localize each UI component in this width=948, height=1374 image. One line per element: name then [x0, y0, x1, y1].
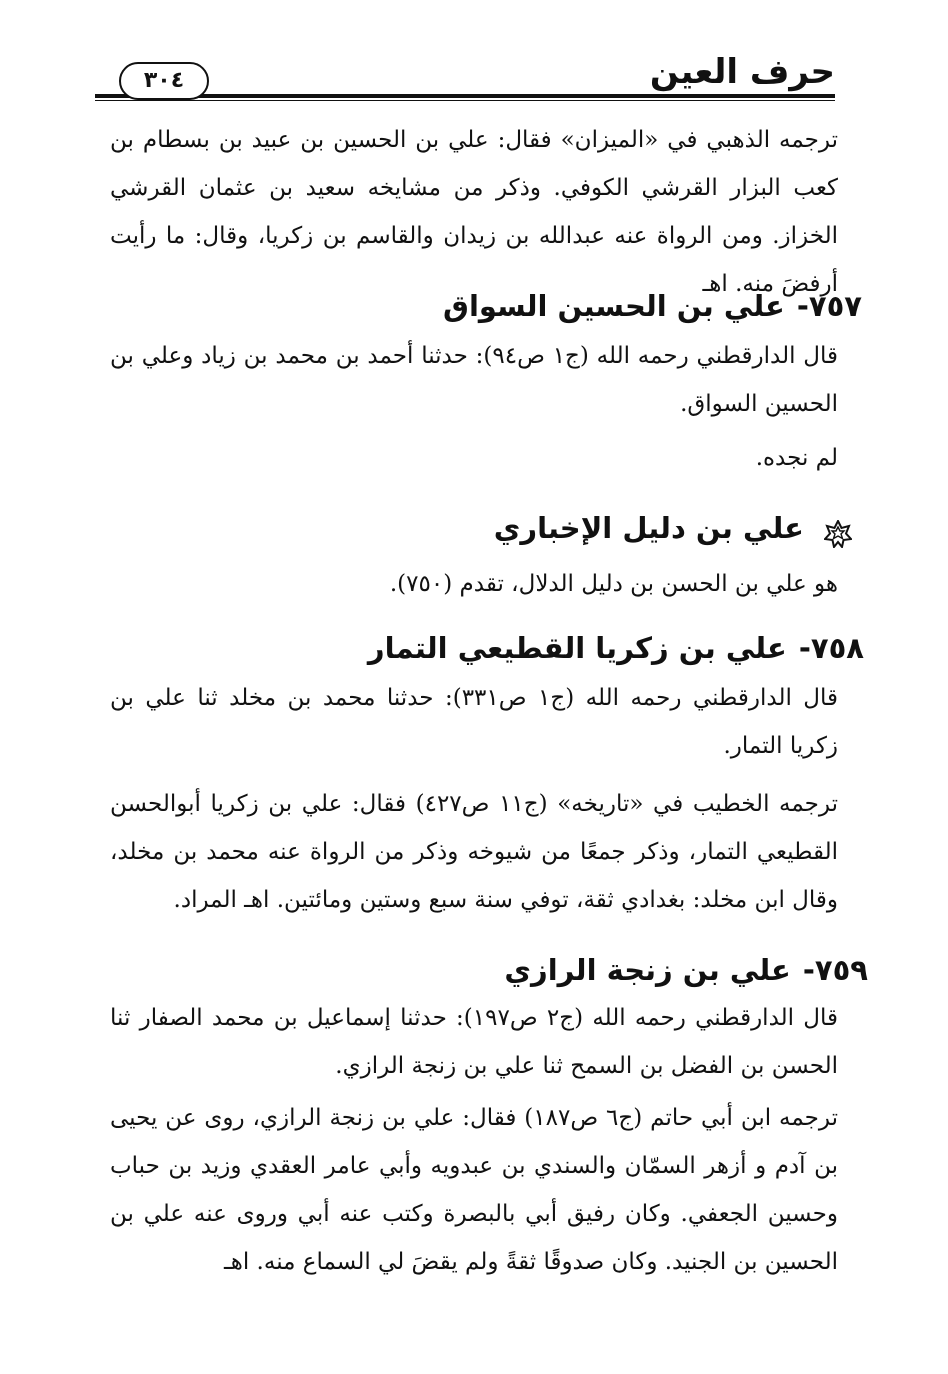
entry-heading [368, 626, 864, 670]
intro-block [110, 116, 838, 308]
entry-title: علي بن الحسين السواق [443, 289, 785, 323]
header-rule-thin [95, 100, 835, 101]
paragraph: لم نجده. [755, 445, 838, 471]
paragraph: قال الدارقطني رحمه الله (ج١ ص٣٣١): حدثنا محمد بن مخلد ثنا علي بن زكريا التمار. [110, 685, 839, 759]
paragraph: هو علي بن الحسن بن دليل الدلال، تقدم (٧٥٠). [389, 571, 838, 597]
entry-number: ٧٥٩- [802, 953, 868, 987]
entry-title: علي بن زكريا القطيعي التمار [367, 631, 787, 665]
page-header [95, 48, 835, 108]
entry-body [110, 560, 838, 608]
paragraph: قال الدارقطني رحمه الله (ج٢ ص١٩٧): حدثنا إسماعيل بن محمد الصفار ثنا الحسن بن الفضل بن السمح ثنا علي بن زنجة الرازي. [110, 1005, 838, 1079]
entry-heading [494, 506, 852, 550]
entry-title: علي بن دليل الإخباري [493, 511, 804, 545]
paragraph: ترجمه الخطيب في «تاريخه» (ج١١ ص٤٢٧) فقال: علي بن زكريا أبوالحسن القطيعي التمار، وذكر جمعًا من شيوخه وذكر من الرواة عنه محمد بن مخلد، وقال ابن مخلد: بغدادي ثقة، توفي سنة سبع وستين ومائتين. اهـ المراد. [110, 791, 838, 913]
page-number: ٣٠٤ [119, 62, 209, 100]
chapter-title: حرف العين [649, 52, 835, 92]
entry-body [110, 332, 838, 482]
header-rule [95, 94, 835, 98]
entry-body [110, 674, 838, 924]
entry-number: ٧٥٧- [796, 289, 862, 323]
paragraph: قال الدارقطني رحمه الله (ج١ ص٩٤): حدثنا أحمد بن محمد بن زياد وعلي بن الحسين السواق. [110, 343, 839, 417]
entry-body [110, 994, 838, 1286]
entry-heading [504, 948, 868, 992]
star-icon [824, 516, 852, 544]
entry-heading [443, 284, 862, 328]
entry-title: علي بن زنجة الرازي [504, 953, 791, 987]
paragraph: ترجمه الذهبي في «الميزان» فقال: علي بن الحسين بن عبيد بن بسطام بن كعب البزار القرشي الكوفي. وذكر من مشايخه سعيد بن عثمان القرشي الخزاز. ومن الرواة عنه عبدالله بن زيدان والقاسم بن زكريا، وقال: ما رأيت أرفضَ منه. اهـ [110, 127, 838, 297]
entry-number: ٧٥٨- [798, 631, 864, 665]
paragraph: ترجمه ابن أبي حاتم (ج٦ ص١٨٧) فقال: علي بن زنجة الرازي، روى عن يحيى بن آدم و أزهر السمّان والسندي بن عبدويه وأبي عامر العقدي وزيد بن حباب وحسين الجعفي. وكان رفيق أبي بالبصرة وكتب عنه أبي وروى عنه علي بن الحسين بن الجنيد. وكان صدوقًا ثقةً ولم يقضَ لي السماع منه. اهـ [110, 1105, 838, 1275]
